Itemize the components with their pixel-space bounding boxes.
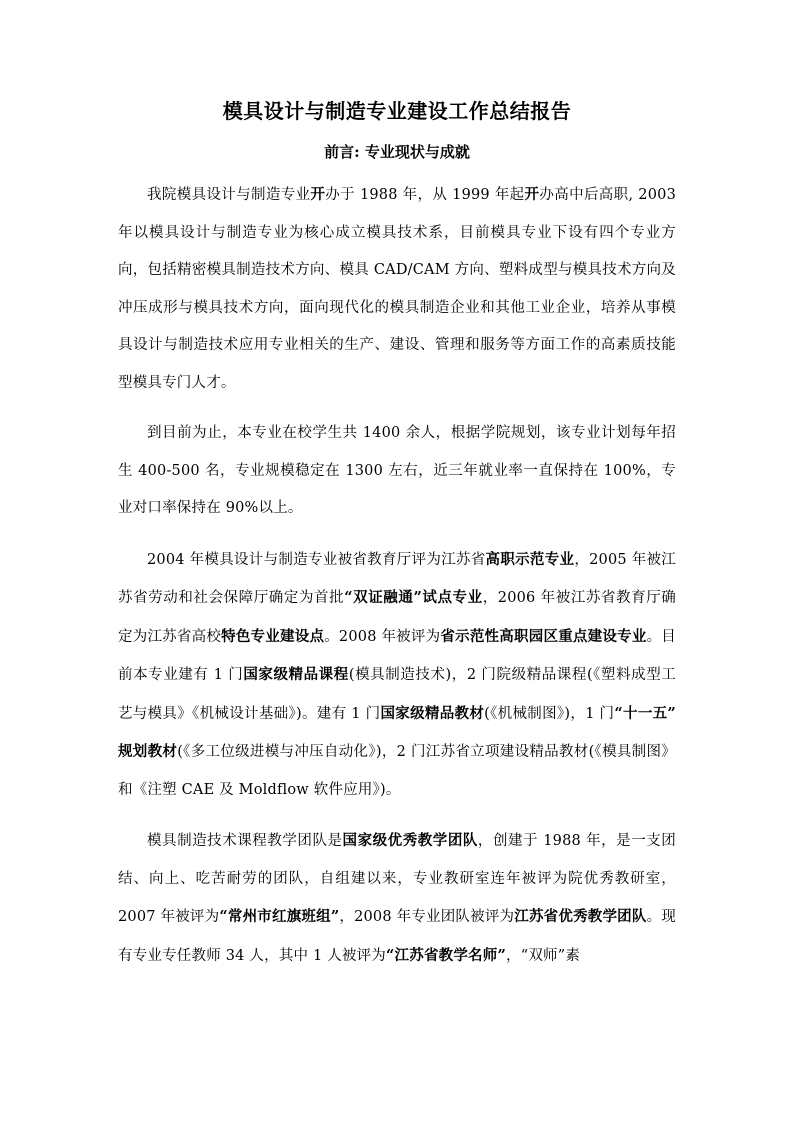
text-run: ，2006 年被江苏省教育厅确定为江苏省高校 [118,590,676,645]
bold-run: 国家级精品教材 [380,704,485,722]
bold-run: “双证融通”试点专业 [344,589,483,606]
bold-run: 国家级优秀教学团队 [342,832,478,849]
text-run: ，创建于 1988 年，是一支团结、向上、吃苦耐劳的团队，自组建以来，专业教研室连年被评为院优秀教研室，2007 年被评为 [118,833,676,925]
bold-run: 开 [310,186,326,203]
bold-run: 国家级精品课程 [243,666,349,683]
text-run: (模具制造技术)，2 门院级精品课程(《塑料成型工艺与模具》《机械设计基础》)。建有 1 门 [118,667,676,722]
bold-run: 高职示范专业 [485,550,575,568]
document-title: 模具设计与制造专业建设工作总结报告 [222,99,572,123]
text-run: 2004 年模具设计与制造专业被省教育厅评为江苏省 [147,551,486,568]
paragraph-team [118,822,676,975]
paragraph-achievements [118,541,676,810]
bold-run: 特色专业建设点 [221,627,325,645]
text-run: ，2005 年被江苏省劳动和社会保障厅确定为首批 [118,551,677,606]
text-run: ，2008 年专业团队被评为 [339,909,515,925]
text-run: 办高中后高职, 2003 年以模具设计与制造专业为核心成立模具技术系，目前模具专业下设有四个专业方向，包括精密模具制造技术方向、模具 CAD/CAM 方向、塑料成型与模具技术方向及冲压成形与模具技术方向，面向现代化的模具制造企业和其他工业企业，培养从事模具设计与制造技术应用专业相关的生产、建设、管理和服务等方面工作的高素质技能型模具专门人才。 [118,187,676,391]
document-body [118,176,676,975]
bold-run: “常州市红旗班组” [219,908,340,925]
bold-run: 省示范性高职园区重点建设专业 [440,627,647,645]
text-run: 。2008 年被评为 [324,628,441,645]
bold-run: “十一五” 规划教材 [118,704,676,760]
text-run: 我院模具设计与制造专业 [147,187,311,203]
text-run: ，“双师”素 [506,947,581,964]
paragraph-enrollment: 到目前为止，本专业在校学生共 1400 余人，根据学院规划，该专业计划每年招生 400-500 名，专业规模稳定在 1300 左右，近三年就业率一直保持在 100%，专业对口率保持在 90%以上。 [118,425,676,516]
text-run: (《多工位级进模与冲压自动化》)，2 门江苏省立项建设精品教材(《模具制图》和《注塑 CAE 及 Moldflow 软件应用》)。 [118,744,676,798]
text-run: 模具制造技术课程教学团队是 [147,833,343,849]
bold-run: 江苏省优秀教学团队 [514,908,647,925]
text-run: 。现有专业专任教师 34 人，其中 1 人被评为 [118,909,677,964]
text-run: (《机械制图》)，1 门 [484,705,615,722]
section-heading: 前言: 专业现状与成就 [324,143,470,161]
bold-run: 开 [524,186,540,203]
text-run: 。目前本专业建有 1 门 [118,628,676,683]
paragraph-history [118,176,676,402]
text-run: 办于 1988 年，从 1999 年起 [325,187,525,203]
bold-run: “江苏省教学名师” [386,946,506,964]
